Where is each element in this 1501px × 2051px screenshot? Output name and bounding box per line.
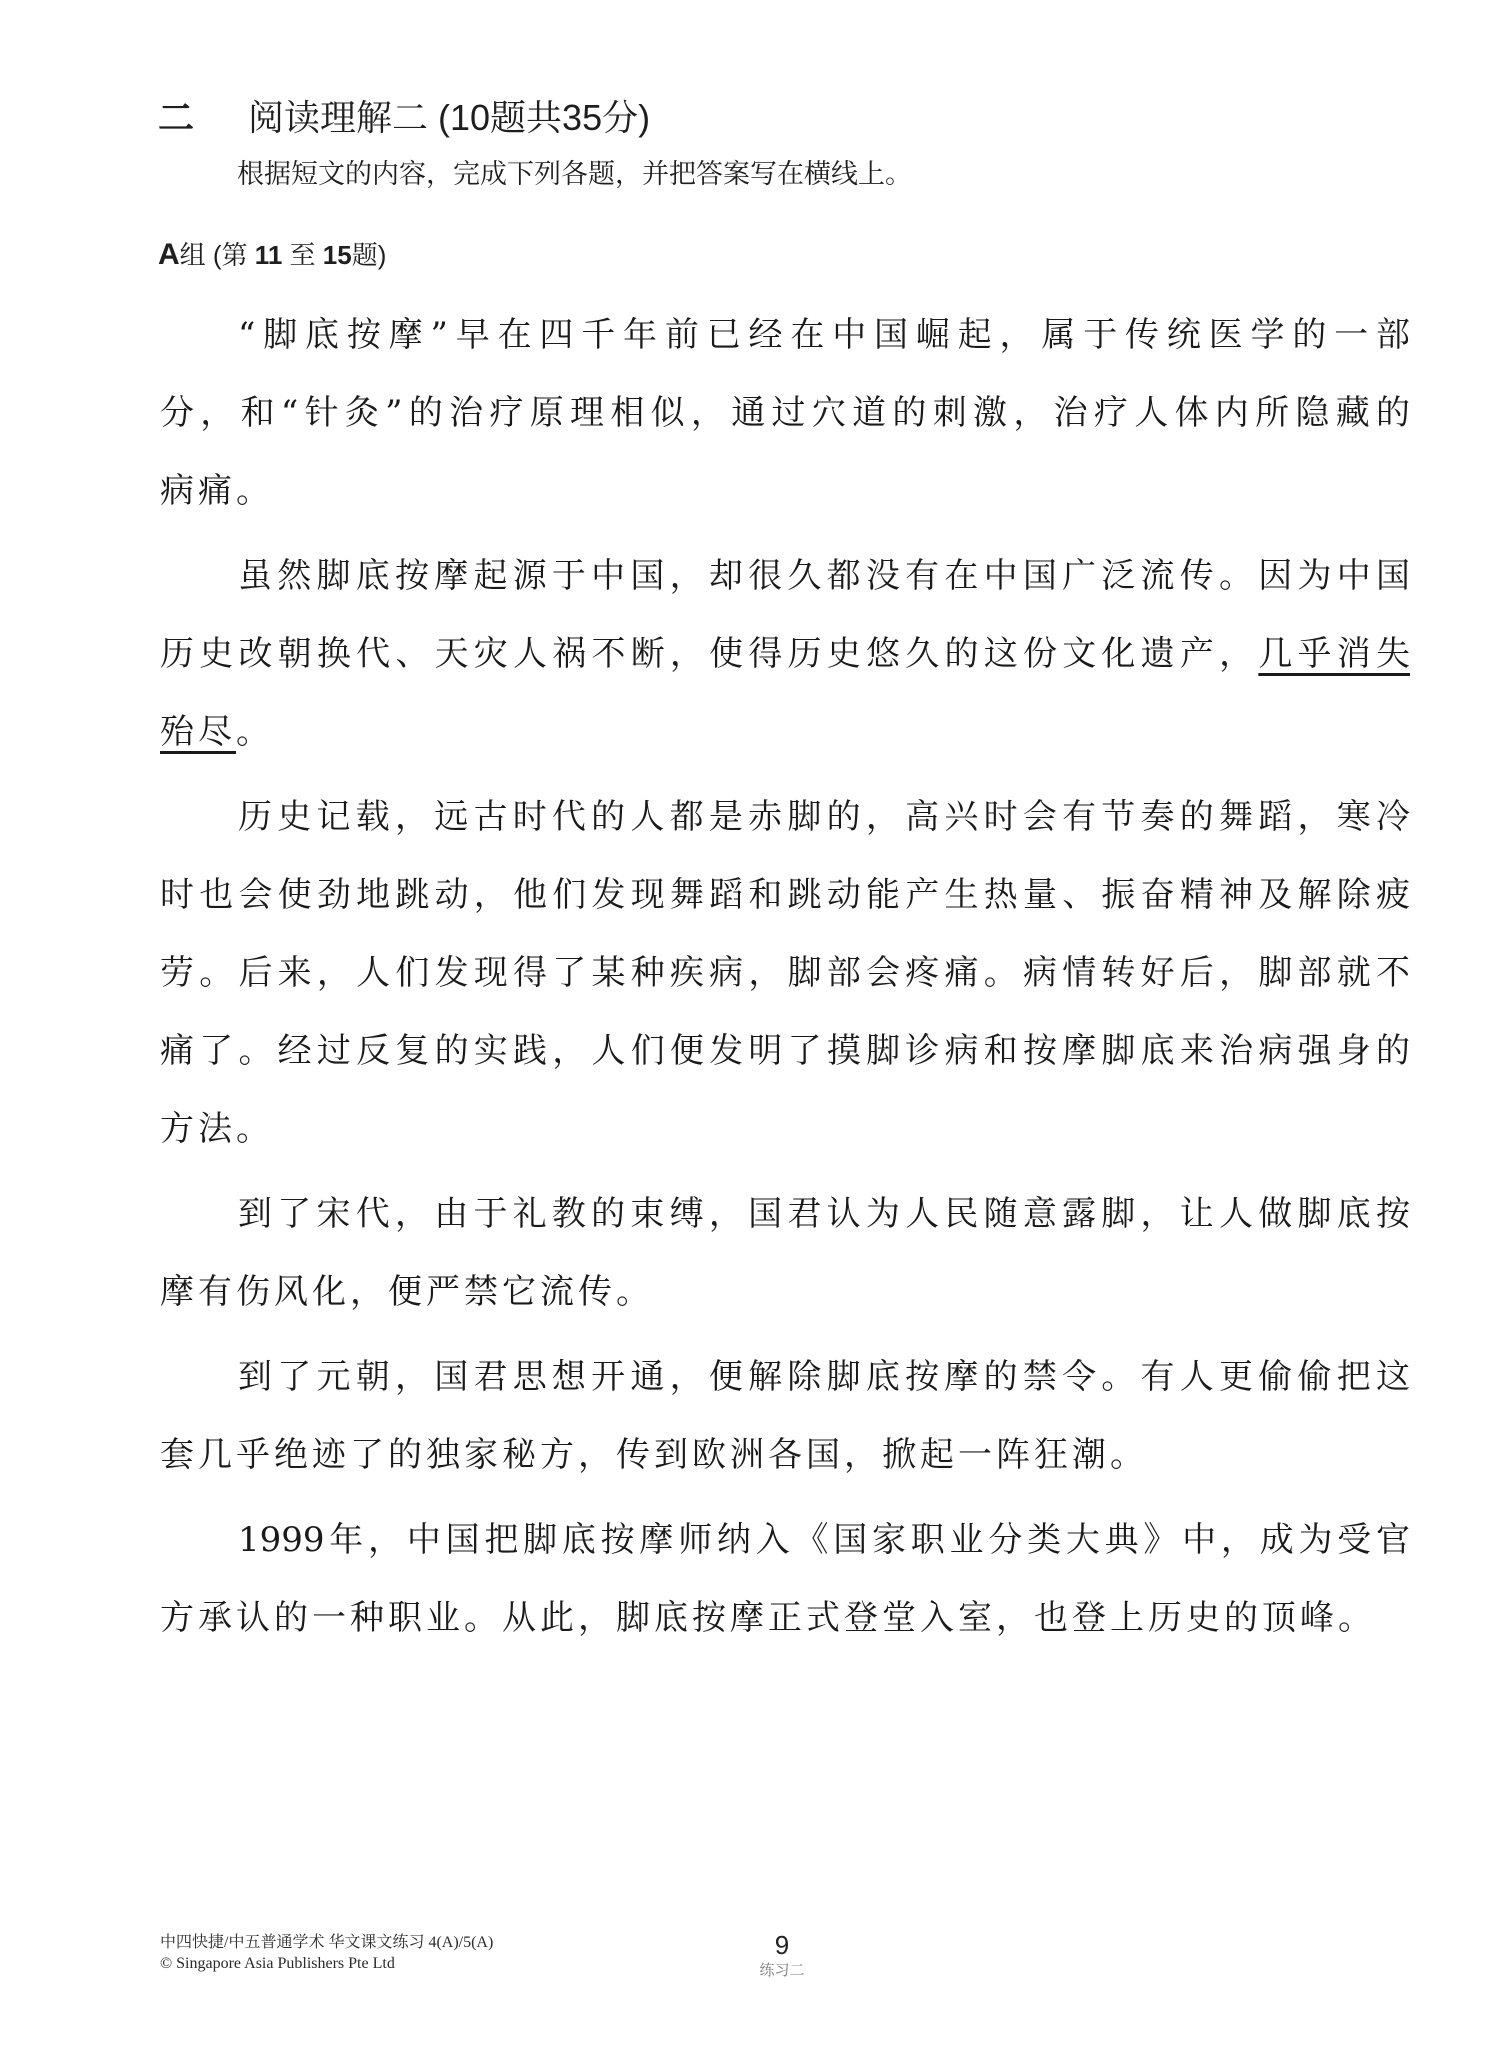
footer-page-info: [732, 1930, 832, 1980]
paragraph-1: [160, 296, 1410, 530]
passage-line: 劳。后来，人们发现得了某种疾病，脚部会疼痛。病情转好后，脚部就不: [160, 953, 1410, 993]
paragraph-6: [160, 1501, 1410, 1657]
underlined-phrase: 几乎消失: [1258, 634, 1411, 674]
passage-line: [160, 693, 1410, 771]
passage-line: 分，和“针灸”的治疗原理相似，通过穴道的刺激，治疗人体内所隐藏的: [160, 393, 1410, 433]
page-number: 9: [774, 1930, 790, 1960]
passage-line: 到了宋代，由于礼教的束缚，国君认为人民随意露脚，让人做脚底按: [238, 1194, 1410, 1234]
passage-text: 。: [236, 712, 274, 752]
passage-line: 时也会使劲地跳动，他们发现舞蹈和跳动能产生热量、振奋精神及解除疲: [160, 875, 1410, 915]
reading-passage: [160, 296, 1410, 1664]
group-letter: A: [158, 238, 180, 271]
group-suffix: 题): [351, 240, 387, 270]
passage-line: 到了元朝，国君思想开通，便解除脚底按摩的禁令。有人更偷偷把这: [238, 1357, 1410, 1397]
passage-text: 历史改朝换代、天灾人祸不断，使得历史悠久的这份文化遗产，: [160, 634, 1259, 674]
book-title: 中四快捷/中五普通学术 华文课文练习 4(A)/5(A): [160, 1934, 494, 1951]
passage-line: [160, 615, 1410, 693]
passage-line: 方法。: [160, 1109, 274, 1149]
question-end: 15: [322, 240, 352, 270]
passage-line: 病痛。: [160, 471, 274, 511]
question-start: 11: [254, 240, 283, 270]
passage-line: “脚底按摩”早在四千年前已经在中国崛起，属于传统医学的一部: [238, 315, 1410, 355]
passage-line: 历史记载，远古时代的人都是赤脚的，高兴时会有节奏的舞蹈，寒冷: [238, 797, 1410, 837]
group-label: 组 (第: [179, 240, 248, 270]
instruction-text: 根据短文的内容，完成下列各题，并把答案写在横线上。: [237, 159, 912, 189]
exercise-label: 练习二: [759, 1961, 805, 1979]
section-number: 二: [158, 97, 195, 138]
paragraph-5: [160, 1338, 1410, 1494]
paragraph-3: [160, 778, 1410, 1168]
footer-book-info: [160, 1932, 493, 1974]
section-heading: [158, 96, 650, 140]
underlined-phrase: 殆尽: [160, 712, 236, 752]
paragraph-4: [160, 1175, 1410, 1331]
copyright-notice: © Singapore Asia Publishers Pte Ltd: [160, 1955, 395, 1972]
question-range-to: 至: [289, 240, 316, 270]
passage-line: 痛了。经过反复的实践，人们便发明了摸脚诊病和按摩脚底来治病强身的: [160, 1031, 1410, 1071]
passage-line: 套几乎绝迹了的独家秘方，传到欧洲各国，掀起一阵狂潮。: [160, 1435, 1148, 1475]
passage-line: 虽然脚底按摩起源于中国，却很久都没有在中国广泛流传。因为中国: [238, 556, 1410, 596]
paragraph-2: [160, 537, 1410, 771]
group-heading: [158, 238, 386, 272]
passage-line: 1999年，中国把脚底按摩师纳入《国家职业分类大典》中，成为受官: [238, 1520, 1410, 1560]
section-title: 阅读理解二 (10题共35分): [248, 97, 651, 138]
passage-line: 摩有伤风化，便严禁它流传。: [160, 1272, 654, 1312]
passage-line: 方承认的一种职业。从此，脚底按摩正式登堂入室，也登上历史的顶峰。: [160, 1598, 1376, 1638]
